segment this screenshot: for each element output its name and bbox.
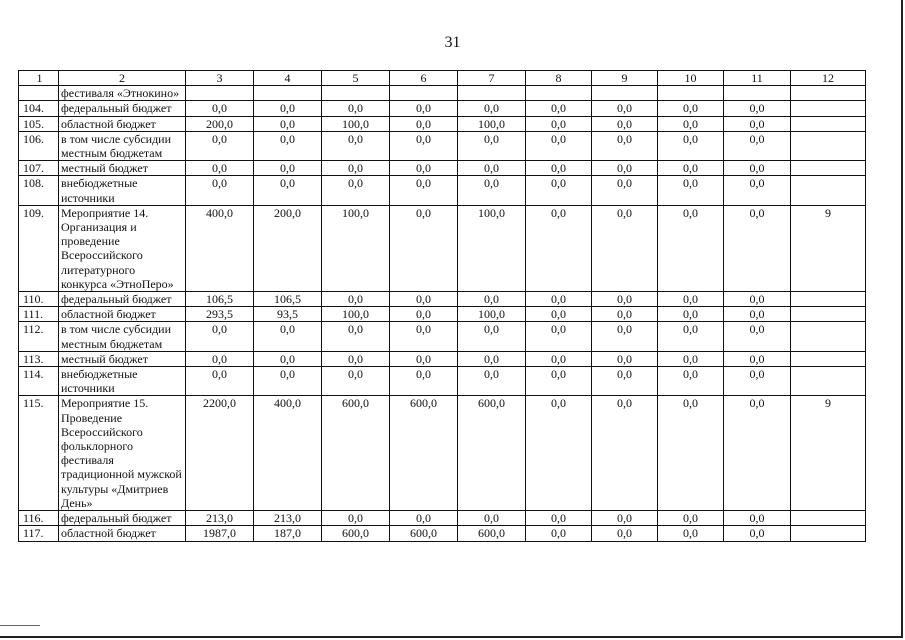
- row-value-col-3: 400,0: [186, 205, 254, 291]
- column-number-1: 1: [19, 71, 59, 86]
- row-value-col-6: 0,0: [390, 292, 458, 307]
- row-value-col-8: 0,0: [526, 205, 592, 291]
- row-value-col-7: 0,0: [458, 351, 526, 366]
- row-value-col-6: 0,0: [390, 176, 458, 205]
- row-name: Мероприятие 14. Организация и проведение Всероссийского литературного конкурса «ЭтноПеро»: [59, 205, 186, 291]
- row-value-col-9: 0,0: [592, 101, 658, 116]
- row-value-col-6: 600,0: [390, 526, 458, 541]
- row-value-col-10: 0,0: [658, 307, 724, 322]
- row-value-col-11: 0,0: [724, 511, 791, 526]
- row-value-col-8: 0,0: [526, 292, 592, 307]
- row-value-col-5: 0,0: [322, 322, 390, 351]
- row-value-col-8: 0,0: [526, 322, 592, 351]
- row-value-col-11: 0,0: [724, 526, 791, 541]
- row-number: 109.: [19, 205, 59, 291]
- column-number-12: 12: [791, 71, 866, 86]
- table-row: [19, 322, 866, 351]
- row-name: внебюджетные источники: [59, 367, 186, 396]
- row-value-col-7: 0,0: [458, 131, 526, 160]
- row-name: областной бюджет: [59, 526, 186, 541]
- column-number-10: 10: [658, 71, 724, 86]
- row-value-col-7: 100,0: [458, 205, 526, 291]
- row-value-col-7: 0,0: [458, 511, 526, 526]
- column-number-4: 4: [254, 71, 322, 86]
- row-value-col-12: [791, 116, 866, 131]
- row-value-col-8: 0,0: [526, 101, 592, 116]
- row-value-col-5: 0,0: [322, 131, 390, 160]
- row-value-col-12: 9: [791, 396, 866, 511]
- row-value-col-8: 0,0: [526, 161, 592, 176]
- row-value-col-11: 0,0: [724, 367, 791, 396]
- row-value-col-11: 0,0: [724, 292, 791, 307]
- row-name: Мероприятие 15. Проведение Всероссийского фольклорного фестиваля традиционной мужской культуры «Дмитриев День»: [59, 396, 186, 511]
- row-value-col-12: [791, 161, 866, 176]
- row-value-col-4: 93,5: [254, 307, 322, 322]
- row-value-col-6: 0,0: [390, 307, 458, 322]
- row-value-col-10: 0,0: [658, 322, 724, 351]
- table-row: [19, 176, 866, 205]
- row-value-col-10: 0,0: [658, 205, 724, 291]
- table-row: [19, 396, 866, 511]
- row-value-col-3: 0,0: [186, 351, 254, 366]
- row-value-col-9: 0,0: [592, 322, 658, 351]
- row-name: федеральный бюджет: [59, 101, 186, 116]
- row-value-col-11: 0,0: [724, 351, 791, 366]
- row-value-col-10: 0,0: [658, 511, 724, 526]
- row-value-col-8: 0,0: [526, 367, 592, 396]
- row-name: фестиваля «Этнокино»: [59, 86, 186, 101]
- row-number: 104.: [19, 101, 59, 116]
- corner-mark: [0, 625, 40, 626]
- table-row: [19, 367, 866, 396]
- row-value-col-3: 2200,0: [186, 396, 254, 511]
- column-number-7: 7: [458, 71, 526, 86]
- row-value-col-7: 0,0: [458, 292, 526, 307]
- row-value-col-7: 0,0: [458, 367, 526, 396]
- table-row: [19, 511, 866, 526]
- row-value-col-5: [322, 86, 390, 101]
- row-value-col-5: 600,0: [322, 396, 390, 511]
- row-value-col-8: [526, 86, 592, 101]
- row-value-col-5: 0,0: [322, 511, 390, 526]
- table-header-row: [19, 71, 866, 86]
- row-name: местный бюджет: [59, 161, 186, 176]
- row-number: 113.: [19, 351, 59, 366]
- row-value-col-4: 187,0: [254, 526, 322, 541]
- row-value-col-3: 1987,0: [186, 526, 254, 541]
- row-name: в том числе субсидии местным бюджетам: [59, 131, 186, 160]
- row-value-col-7: 0,0: [458, 322, 526, 351]
- row-value-col-10: 0,0: [658, 367, 724, 396]
- row-number: 111.: [19, 307, 59, 322]
- row-value-col-9: 0,0: [592, 131, 658, 160]
- row-value-col-9: 0,0: [592, 307, 658, 322]
- table-row: [19, 205, 866, 291]
- row-value-col-9: 0,0: [592, 511, 658, 526]
- column-number-2: 2: [59, 71, 186, 86]
- row-value-col-12: [791, 351, 866, 366]
- row-value-col-6: 0,0: [390, 131, 458, 160]
- row-value-col-11: 0,0: [724, 396, 791, 511]
- row-value-col-12: [791, 86, 866, 101]
- row-number: 112.: [19, 322, 59, 351]
- row-value-col-4: 0,0: [254, 161, 322, 176]
- row-value-col-6: 0,0: [390, 161, 458, 176]
- row-value-col-12: [791, 292, 866, 307]
- row-name: внебюджетные источники: [59, 176, 186, 205]
- row-number: 107.: [19, 161, 59, 176]
- row-name: федеральный бюджет: [59, 292, 186, 307]
- row-value-col-3: 200,0: [186, 116, 254, 131]
- row-value-col-7: 600,0: [458, 396, 526, 511]
- column-number-6: 6: [390, 71, 458, 86]
- row-value-col-9: 0,0: [592, 176, 658, 205]
- row-value-col-11: 0,0: [724, 307, 791, 322]
- row-value-col-7: 600,0: [458, 526, 526, 541]
- row-value-col-12: [791, 322, 866, 351]
- row-value-col-7: [458, 86, 526, 101]
- row-number: 115.: [19, 396, 59, 511]
- column-number-11: 11: [724, 71, 791, 86]
- budget-table: [18, 70, 866, 542]
- row-value-col-4: 0,0: [254, 101, 322, 116]
- row-value-col-6: 0,0: [390, 101, 458, 116]
- row-name: местный бюджет: [59, 351, 186, 366]
- row-name: в том числе субсидии местным бюджетам: [59, 322, 186, 351]
- row-value-col-11: 0,0: [724, 131, 791, 160]
- row-value-col-10: 0,0: [658, 396, 724, 511]
- row-number: 110.: [19, 292, 59, 307]
- row-value-col-11: 0,0: [724, 205, 791, 291]
- row-value-col-4: 200,0: [254, 205, 322, 291]
- row-value-col-8: 0,0: [526, 526, 592, 541]
- row-name: областной бюджет: [59, 116, 186, 131]
- row-value-col-5: 600,0: [322, 526, 390, 541]
- table-row: [19, 526, 866, 541]
- row-value-col-6: 0,0: [390, 511, 458, 526]
- row-value-col-3: 0,0: [186, 101, 254, 116]
- row-value-col-3: 0,0: [186, 176, 254, 205]
- row-value-col-9: 0,0: [592, 396, 658, 511]
- row-value-col-7: 100,0: [458, 116, 526, 131]
- row-value-col-6: 0,0: [390, 351, 458, 366]
- row-number: 106.: [19, 131, 59, 160]
- row-value-col-5: 100,0: [322, 205, 390, 291]
- row-name: областной бюджет: [59, 307, 186, 322]
- row-number: 116.: [19, 511, 59, 526]
- row-value-col-3: 0,0: [186, 161, 254, 176]
- row-value-col-4: 0,0: [254, 351, 322, 366]
- row-value-col-7: 0,0: [458, 176, 526, 205]
- row-number: [19, 86, 59, 101]
- row-value-col-11: 0,0: [724, 176, 791, 205]
- row-value-col-4: 0,0: [254, 176, 322, 205]
- column-number-9: 9: [592, 71, 658, 86]
- table-row: [19, 292, 866, 307]
- row-value-col-6: 0,0: [390, 205, 458, 291]
- row-value-col-7: 100,0: [458, 307, 526, 322]
- row-value-col-5: 0,0: [322, 367, 390, 396]
- row-value-col-8: 0,0: [526, 131, 592, 160]
- row-value-col-5: 0,0: [322, 351, 390, 366]
- row-value-col-8: 0,0: [526, 511, 592, 526]
- row-value-col-6: [390, 86, 458, 101]
- row-value-col-12: [791, 526, 866, 541]
- row-value-col-10: 0,0: [658, 526, 724, 541]
- row-value-col-3: 0,0: [186, 367, 254, 396]
- row-value-col-6: 0,0: [390, 116, 458, 131]
- row-number: 105.: [19, 116, 59, 131]
- table-row: [19, 307, 866, 322]
- column-number-3: 3: [186, 71, 254, 86]
- row-value-col-3: [186, 86, 254, 101]
- row-value-col-10: 0,0: [658, 176, 724, 205]
- row-value-col-9: 0,0: [592, 116, 658, 131]
- row-value-col-4: 0,0: [254, 131, 322, 160]
- row-value-col-5: 100,0: [322, 307, 390, 322]
- row-name: федеральный бюджет: [59, 511, 186, 526]
- row-value-col-12: [791, 131, 866, 160]
- row-value-col-3: 106,5: [186, 292, 254, 307]
- row-value-col-8: 0,0: [526, 307, 592, 322]
- row-value-col-10: 0,0: [658, 351, 724, 366]
- row-value-col-5: 0,0: [322, 176, 390, 205]
- row-value-col-10: 0,0: [658, 292, 724, 307]
- row-value-col-4: 400,0: [254, 396, 322, 511]
- row-value-col-4: 106,5: [254, 292, 322, 307]
- row-value-col-9: 0,0: [592, 351, 658, 366]
- row-value-col-3: 0,0: [186, 131, 254, 160]
- table-row: [19, 161, 866, 176]
- row-value-col-5: 100,0: [322, 116, 390, 131]
- row-value-col-11: 0,0: [724, 101, 791, 116]
- row-value-col-6: 600,0: [390, 396, 458, 511]
- row-number: 108.: [19, 176, 59, 205]
- row-number: 117.: [19, 526, 59, 541]
- row-value-col-10: 0,0: [658, 116, 724, 131]
- row-value-col-9: 0,0: [592, 526, 658, 541]
- row-value-col-11: 0,0: [724, 161, 791, 176]
- row-value-col-8: 0,0: [526, 176, 592, 205]
- row-value-col-6: 0,0: [390, 367, 458, 396]
- page-number: 31: [444, 34, 461, 51]
- row-value-col-4: 0,0: [254, 367, 322, 396]
- row-value-col-5: 0,0: [322, 161, 390, 176]
- row-value-col-10: 0,0: [658, 161, 724, 176]
- row-value-col-10: [658, 86, 724, 101]
- table-row: [19, 351, 866, 366]
- row-value-col-9: 0,0: [592, 292, 658, 307]
- row-value-col-8: 0,0: [526, 116, 592, 131]
- row-value-col-7: 0,0: [458, 161, 526, 176]
- row-value-col-3: 213,0: [186, 511, 254, 526]
- row-value-col-12: 9: [791, 205, 866, 291]
- row-value-col-9: 0,0: [592, 367, 658, 396]
- table-row: [19, 116, 866, 131]
- row-value-col-11: 0,0: [724, 116, 791, 131]
- table-row: [19, 101, 866, 116]
- row-value-col-9: 0,0: [592, 205, 658, 291]
- column-number-8: 8: [526, 71, 592, 86]
- row-value-col-10: 0,0: [658, 101, 724, 116]
- row-value-col-3: 0,0: [186, 322, 254, 351]
- row-value-col-12: [791, 511, 866, 526]
- row-value-col-3: 293,5: [186, 307, 254, 322]
- row-value-col-11: 0,0: [724, 322, 791, 351]
- row-value-col-12: [791, 176, 866, 205]
- row-value-col-9: 0,0: [592, 161, 658, 176]
- table-row: [19, 86, 866, 101]
- row-value-col-11: [724, 86, 791, 101]
- row-value-col-4: 0,0: [254, 116, 322, 131]
- row-value-col-4: 213,0: [254, 511, 322, 526]
- row-value-col-12: [791, 367, 866, 396]
- row-value-col-5: 0,0: [322, 101, 390, 116]
- row-value-col-8: 0,0: [526, 351, 592, 366]
- row-value-col-12: [791, 101, 866, 116]
- row-value-col-8: 0,0: [526, 396, 592, 511]
- row-value-col-4: 0,0: [254, 322, 322, 351]
- column-number-5: 5: [322, 71, 390, 86]
- row-value-col-4: [254, 86, 322, 101]
- row-number: 114.: [19, 367, 59, 396]
- row-value-col-12: [791, 307, 866, 322]
- row-value-col-9: [592, 86, 658, 101]
- table-row: [19, 131, 866, 160]
- table-body: [19, 71, 866, 542]
- row-value-col-10: 0,0: [658, 131, 724, 160]
- row-value-col-6: 0,0: [390, 322, 458, 351]
- row-value-col-5: 0,0: [322, 292, 390, 307]
- row-value-col-7: 0,0: [458, 101, 526, 116]
